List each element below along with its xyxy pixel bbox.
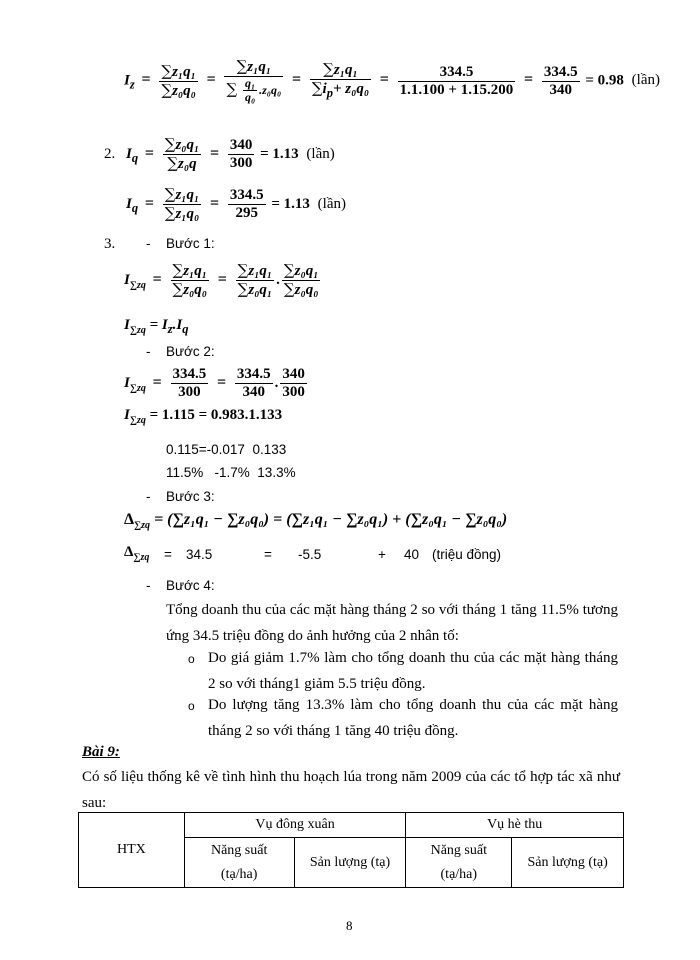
step-label-1: Bước 1: xyxy=(166,236,215,251)
numerator: z₁q₁ xyxy=(247,59,272,75)
header-he-thu: Vụ hè thu xyxy=(406,813,624,838)
numerator: z₀q₁ xyxy=(294,263,319,279)
numerator: z₀q₁ xyxy=(175,137,200,153)
fraction xyxy=(398,64,516,99)
step-label-3: Bước 3: xyxy=(166,489,215,504)
denominator: 340 xyxy=(242,384,265,400)
denominator: i xyxy=(322,80,327,97)
delta-quantity: 40 xyxy=(404,547,420,562)
denominator-tail: + z₀q₀ xyxy=(332,80,370,97)
equals-sign: = xyxy=(217,373,227,391)
equals-sign: = xyxy=(209,144,220,162)
denominator: 300 xyxy=(282,384,305,400)
fraction: $\frac{\text{∑z₁q₁}}{\text{∑z₀q₁}}$ xyxy=(237,261,273,298)
harvest-table xyxy=(78,812,624,888)
formula-rhs: .I xyxy=(172,317,183,333)
denominator: z₀q₀ xyxy=(183,282,208,298)
formula-result: = 1.13 xyxy=(271,195,310,212)
fraction xyxy=(171,366,209,401)
formula-iz xyxy=(124,58,660,104)
denominator: 340 xyxy=(549,81,572,98)
formula-rhs-sub: q xyxy=(182,322,189,336)
formula-label: Δ xyxy=(124,544,134,560)
fraction: $\frac{\text{∑z₁q₁}}{\text{∑z₀q₀}}$ xyxy=(172,261,208,298)
formula-rhs: = I xyxy=(149,317,168,333)
delta-equals: = xyxy=(164,547,172,562)
numerator: 334.5 xyxy=(229,187,264,203)
formula-label-sub: q xyxy=(131,150,139,165)
formula-label-sub: ∑zq xyxy=(129,325,146,336)
numerator: z₁q₁ xyxy=(248,263,273,279)
denominator-tail: .z₀q₀ xyxy=(259,82,282,97)
formula-delta-1 xyxy=(124,512,507,531)
formula-label: I xyxy=(126,195,132,212)
formula-label-sub: ∑zq xyxy=(129,415,146,426)
fraction xyxy=(542,64,580,99)
delta-price: -5.5 xyxy=(298,547,322,562)
fraction: ∑z₁q₁ ∑ $\frac{\text{q₁}}{\text{q₀}}$ .z₀q₀ xyxy=(226,57,282,104)
denominator: z₀q₀ xyxy=(294,282,319,298)
formula-rhs: = 1.115 = 0.983.1.133 xyxy=(149,407,283,423)
diff-line: 0.115=-0.017 0.133 xyxy=(166,442,287,457)
formula-label: I xyxy=(124,317,130,333)
multiply-dot: . xyxy=(276,271,280,288)
fraction xyxy=(235,366,273,401)
equals-sign: = xyxy=(379,71,389,89)
formula-label: I xyxy=(124,271,130,288)
formula-label: I xyxy=(124,72,130,89)
list-number: 3. xyxy=(104,236,116,252)
step-label-4: Bước 4: xyxy=(166,578,215,593)
delta-plus: + xyxy=(378,547,386,562)
bullet-marker: o xyxy=(188,652,195,666)
list-number: 2. xyxy=(104,146,116,162)
denominator: z₀q₀ xyxy=(172,82,196,99)
unit-label: (lần) xyxy=(631,72,660,89)
fraction: $\frac{\text{∑z₁q₁}}{\sum i_p+ z_0q_0}$ xyxy=(311,59,370,100)
formula-label: Δ xyxy=(124,511,135,528)
equals-sign: = xyxy=(144,194,154,212)
delta-equals: = xyxy=(264,547,272,562)
numerator: 340 xyxy=(282,366,305,382)
denominator: q₀ xyxy=(244,90,256,104)
formula-result: = 1.13 xyxy=(260,145,299,162)
header-htx: HTX xyxy=(79,813,185,888)
equals-sign: = xyxy=(144,144,154,162)
unit-label: (lần) xyxy=(317,195,346,212)
exercise-title: Bài 9: xyxy=(82,744,120,760)
exercise-intro: Có số liệu thống kê về tình hình thu hoạch lúa trong năm 2009 của các tổ hợp tác xã như sau: xyxy=(82,769,620,811)
formula-rhs-sub: z xyxy=(167,322,173,336)
denominator: z₀q₁ xyxy=(248,282,273,298)
formula-iq-2 xyxy=(126,186,346,223)
unit-label: (lần) xyxy=(306,145,335,162)
equals-sign: = xyxy=(291,71,302,89)
step-dash: - xyxy=(146,344,151,359)
denominator: z₁q₀ xyxy=(175,206,200,222)
numerator: z₁q₁ xyxy=(172,63,196,80)
equals-sign: = xyxy=(141,71,151,89)
header-san-luong: Sản lượng (tạ) xyxy=(512,838,624,888)
equals-sign: = xyxy=(209,194,220,212)
numerator: 334.5 xyxy=(172,366,207,382)
formula-izq-1 xyxy=(124,262,322,299)
formula-label: I xyxy=(124,374,130,391)
unit-label: (triệu đồng) xyxy=(432,547,502,562)
fraction: $\frac{\text{∑z₀q₁}}{\text{∑z₀q₀}}$ xyxy=(283,261,319,298)
equals-sign: = xyxy=(523,71,534,89)
numerator: 334.5 xyxy=(543,63,578,80)
denominator: 1.1.100 + 1.15.200 xyxy=(399,81,514,98)
step-dash: - xyxy=(146,578,151,593)
equals-sign: = xyxy=(152,270,162,288)
bullet-marker: o xyxy=(188,699,195,713)
denominator: 295 xyxy=(235,205,258,221)
numerator: 334.5 xyxy=(236,366,271,382)
percent-line: 11.5% -1.7% 13.3% xyxy=(166,465,296,480)
formula-label-sub: z xyxy=(129,77,135,92)
bullet-item: Do lượng tăng 13.3% làm cho tổng doanh thu của các mặt hàng tháng 2 so với tháng 1 tăng 40 triệu đồng. xyxy=(208,697,618,739)
formula-label-sub: ∑zq xyxy=(134,520,151,532)
fraction xyxy=(228,187,266,222)
formula-label: I xyxy=(126,145,132,162)
header-dong-xuan: Vụ đông xuân xyxy=(184,813,406,838)
numerator: 334.5 xyxy=(398,64,516,82)
fraction xyxy=(280,366,307,401)
multiply-dot: . xyxy=(274,374,279,391)
step-dash: - xyxy=(146,236,151,251)
delta-total: 34.5 xyxy=(186,547,213,562)
formula-part: + (∑z₀q₁ − ∑z₀q₀) xyxy=(392,511,508,528)
step-label-2: Bước 2: xyxy=(166,344,215,359)
equals-sign: = xyxy=(206,71,216,89)
formula-label: I xyxy=(124,407,130,423)
fraction: $\frac{\text{∑z₀q₁}}{\text{∑z₀q}}$ xyxy=(164,135,200,172)
formula-label-sub: ∑zq xyxy=(129,279,146,291)
fraction xyxy=(228,137,255,172)
numerator: z₁q₁ xyxy=(183,263,208,279)
numerator: q₁ xyxy=(244,76,256,90)
denominator-sub: p xyxy=(326,85,333,100)
formula-iq-1 xyxy=(126,136,335,173)
header-san-luong: Sản lượng (tạ) xyxy=(294,838,406,888)
numerator: z₁q₁ xyxy=(333,61,358,78)
formula-part: = (∑z₁q₁ − ∑z₀q₀) xyxy=(154,511,270,528)
formula-result: = 0.98 xyxy=(585,72,624,89)
denominator: 300 xyxy=(178,384,201,400)
formula-label-sub: q xyxy=(131,200,139,215)
bullet-item: Do giá giảm 1.7% làm cho tổng doanh thu của các mặt hàng tháng 2 so với tháng1 giảm 5.5 triệu đồng. xyxy=(208,650,618,692)
equals-sign: = xyxy=(152,373,162,391)
formula-izq-3 xyxy=(124,366,309,401)
header-nang-suat: Năng suất (tạ/ha) xyxy=(184,838,294,888)
numerator: 340 xyxy=(229,137,253,153)
page-number: 8 xyxy=(346,918,353,933)
formula-label-sub: ∑zq xyxy=(129,382,146,394)
formula-label-sub: ∑zq xyxy=(133,552,150,563)
denominator: 300 xyxy=(229,155,253,171)
formula-delta-2 xyxy=(124,545,149,563)
formula-izq-4 xyxy=(124,408,282,426)
table-header-row xyxy=(79,813,624,838)
denominator: z₀q xyxy=(178,156,197,172)
formula-izq-2 xyxy=(124,318,188,336)
header-nang-suat: Năng suất (tạ/ha) xyxy=(406,838,512,888)
step-dash: - xyxy=(146,489,151,504)
formula-part: = (∑z₁q₁ − ∑z₀q₁) xyxy=(273,511,389,528)
step4-paragraph: Tổng doanh thu của các mặt hàng tháng 2 so với tháng 1 tăng 11.5% tương ứng 34.5 triệu đồng do ảnh hưởng của 2 nhân tố: xyxy=(166,602,618,644)
fraction: $\frac{\text{∑z₁q₁}}{\text{∑z₁q₀}}$ xyxy=(164,185,200,222)
inner-fraction xyxy=(243,77,257,104)
fraction: $\frac{\text{∑z₁q₁}}{\text{∑z₀q₀}}$ xyxy=(161,61,196,99)
numerator: z₁q₁ xyxy=(175,187,200,203)
equals-sign: = xyxy=(217,270,227,288)
